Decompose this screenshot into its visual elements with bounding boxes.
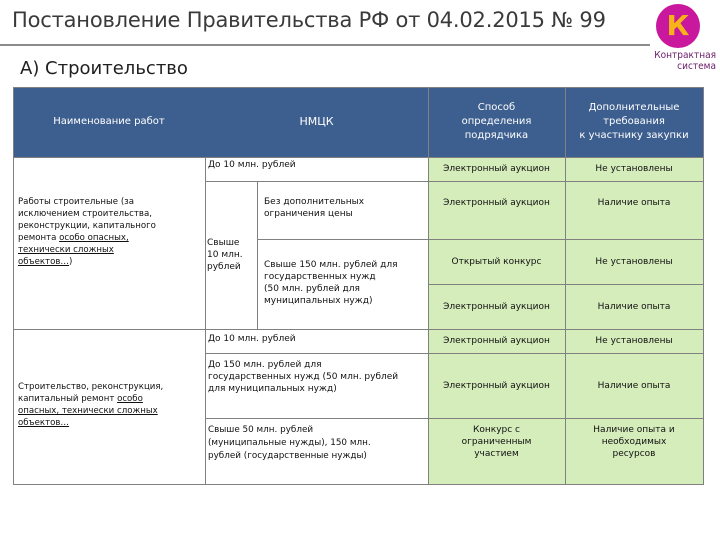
block1-row3-nmck: Свыше 150 млн. рублей для государственных нужд (50 млн. рублей для муниципальных нужд)	[264, 260, 398, 306]
block1-row2-req: Наличие опыта	[597, 198, 671, 208]
grid-line	[565, 87, 566, 484]
block1-row1-req: Не установлены	[595, 164, 673, 174]
grid-line	[205, 353, 703, 354]
block2-work-name: Строительство, реконструкция, капитальный ремонт особо опасных, технически сложных объектов…	[18, 382, 164, 428]
block2-row2-method: Электронный аукцион	[443, 380, 550, 391]
block2-row3-nmck: Свыше 50 млн. рублей (муниципальные нужды), 150 млн. рублей (государственные нужды)	[208, 425, 371, 461]
logo-letter: К	[666, 9, 690, 42]
grid-line	[205, 418, 703, 419]
header-method: Способ определения подрядчика	[461, 102, 532, 141]
grid-line	[13, 87, 14, 484]
block2-row2-req: Наличие опыта	[597, 380, 671, 391]
grid-line	[428, 87, 429, 484]
block1-row1-method: Электронный аукцион	[443, 164, 550, 174]
grid-line	[257, 181, 258, 329]
block2-row3-req: Наличие опыта и необходимых ресурсов	[593, 425, 675, 459]
page-title: Постановление Правительства РФ от 04.02.2015 № 99	[12, 8, 606, 32]
block2-row2-nmck: До 150 млн. рублей для государственных нужд (50 млн. рублей для муниципальных нужд)	[208, 360, 399, 394]
header-nmck: НМЦК	[299, 115, 334, 128]
section-subtitle: А) Строительство	[20, 58, 188, 79]
block2-row1-method: Электронный аукцион	[443, 336, 550, 346]
block1-row2-method: Электронный аукцион	[443, 198, 550, 208]
grid-line	[13, 87, 703, 88]
grid-line	[13, 329, 703, 330]
block1-row4-req: Наличие опыта	[597, 301, 671, 312]
block1-above10: Свыше 10 млн. рублей	[207, 238, 243, 272]
block1-row3-req: Не установлены	[595, 256, 673, 267]
header-requirements: Дополнительные требования к участнику закупки	[579, 102, 689, 141]
logo-text-line2: система	[677, 61, 716, 72]
block1-row2-nmck: Без дополнительных ограничения цены	[264, 197, 365, 219]
block1-row1-nmck: До 10 млн. рублей	[208, 160, 296, 170]
block2-row3-method: Конкурс с ограниченным участием	[461, 425, 532, 459]
grid-line	[13, 484, 703, 485]
logo	[652, 4, 716, 76]
title-divider	[0, 44, 650, 46]
grid-line	[703, 87, 704, 485]
block2-row1-nmck: До 10 млн. рублей	[208, 334, 296, 344]
logo-text-line1: Контрактная	[654, 50, 716, 61]
grid-line	[205, 157, 206, 484]
header-work-name: Наименование работ	[53, 116, 165, 127]
grid-line	[13, 157, 703, 158]
block1-work-name: Работы строительные (за исключением строительства, реконструкции, капитального ремонта особо опасных, технически сложных объектов…)	[18, 197, 156, 267]
grid-line	[257, 239, 703, 240]
block1-row4-method: Электронный аукцион	[443, 301, 550, 312]
grid-line	[205, 181, 703, 182]
block2-row1-req: Не установлены	[595, 336, 673, 346]
block1-row3-method: Открытый конкурс	[451, 256, 542, 267]
